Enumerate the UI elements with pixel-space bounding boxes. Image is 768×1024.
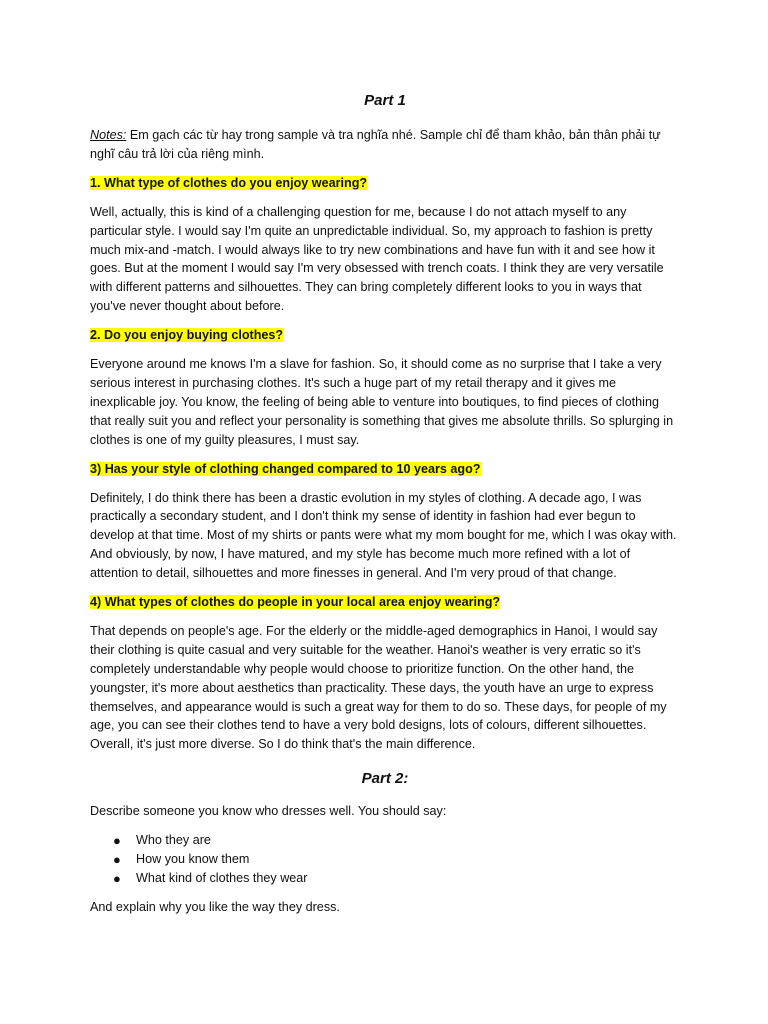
part2-prompt: Describe someone you know who dresses well. You should say:: [90, 804, 447, 819]
list-item: [90, 869, 680, 888]
bullet-icon: ●: [113, 852, 121, 868]
list-item: [90, 831, 680, 850]
notes-paragraph: [90, 126, 680, 164]
question-2-text: 2. Do you enjoy buying clothes?: [90, 328, 284, 343]
question-3: [90, 460, 680, 479]
bullet-icon: ●: [113, 833, 121, 849]
answer-3: Definitely, I do think there has been a drastic evolution in my styles of clothing. A decade ago, I was practically a secondary student, and I don't think my sense of identity in fashion had ever begun to develop at that time. Most of my shirts or pants were what my mom bought for me, which I was okay with. And obviously, by now, I have matured, and my style has become much more refined with a lot of attention to detail, silhouettes and more finesses in general. And I'm very proud of that change.: [90, 490, 677, 581]
notes-text: Em gạch các từ hay trong sample và tra nghĩa nhé. Sample chỉ để tham khảo, bản thân phải tự nghĩ câu trả lời của riêng mình.: [90, 128, 661, 161]
answer-2: Everyone around me knows I'm a slave for fashion. So, it should come as no surprise that I take a very serious interest in purchasing clothes. It's such a huge part of my retail therapy and it gives me inexplicable joy. You know, the feeling of being able to venture into boutiques, to find pieces of clothing that really suit you and reflect your personality is something that gives me absolute thrills. So splurging in clothes is one of my guilty pleasures, I must say.: [90, 357, 674, 447]
question-4: [90, 593, 680, 612]
list-item: [90, 850, 680, 869]
answer-4: That depends on people's age. For the elderly or the middle-aged demographics in Hanoi, I would say their clothing is quite casual and very suitable for the weather. Hanoi's weather is very erratic so it's completely understandable why people would choose to prioritize function. On the other hand, the youngster, it's more about aesthetics than practicality. These days, the youth have an urge to express themselves, and appearance would is such a great way for them to do so. These days, for people of my age, you can see their clothes tend to have a very bold designs, lots of colours, different silhouettes. Overall, it's just more diverse. So I do think that's the main difference.: [90, 623, 667, 752]
part1-heading: Part 1: [364, 92, 406, 109]
question-2: [90, 326, 680, 345]
part2-heading: Part 2:: [361, 770, 409, 788]
question-4-text: 4) What types of clothes do people in your local area enjoy wearing?: [90, 595, 501, 610]
list-item-text: What kind of clothes they wear: [136, 871, 308, 886]
notes-label: Notes:: [90, 128, 127, 142]
part2-closing: And explain why you like the way they dress.: [90, 900, 340, 915]
bullet-icon: ●: [113, 871, 121, 887]
document-page: [90, 90, 680, 927]
question-1-text: 1. What type of clothes do you enjoy wearing?: [90, 175, 368, 190]
question-1: [90, 174, 680, 193]
part2-bullet-list: [90, 831, 680, 888]
list-item-text: Who they are: [136, 833, 211, 848]
list-item-text: How you know them: [136, 852, 250, 867]
question-3-text: 3) Has your style of clothing changed compared to 10 years ago?: [90, 461, 481, 476]
answer-1: Well, actually, this is kind of a challenging question for me, because I do not attach myself to any particular style. I would say I'm quite an unpredictable individual. So, my approach to fashion is pretty much mix-and -match. I would always like to try new combinations and have fun with it and see how it goes. But at the moment I would say I'm very obsessed with trench coats. I think they are very versatile with different patterns and silhouettes. They can bring completely different looks to you in ways that you've never thought about before.: [90, 204, 664, 314]
